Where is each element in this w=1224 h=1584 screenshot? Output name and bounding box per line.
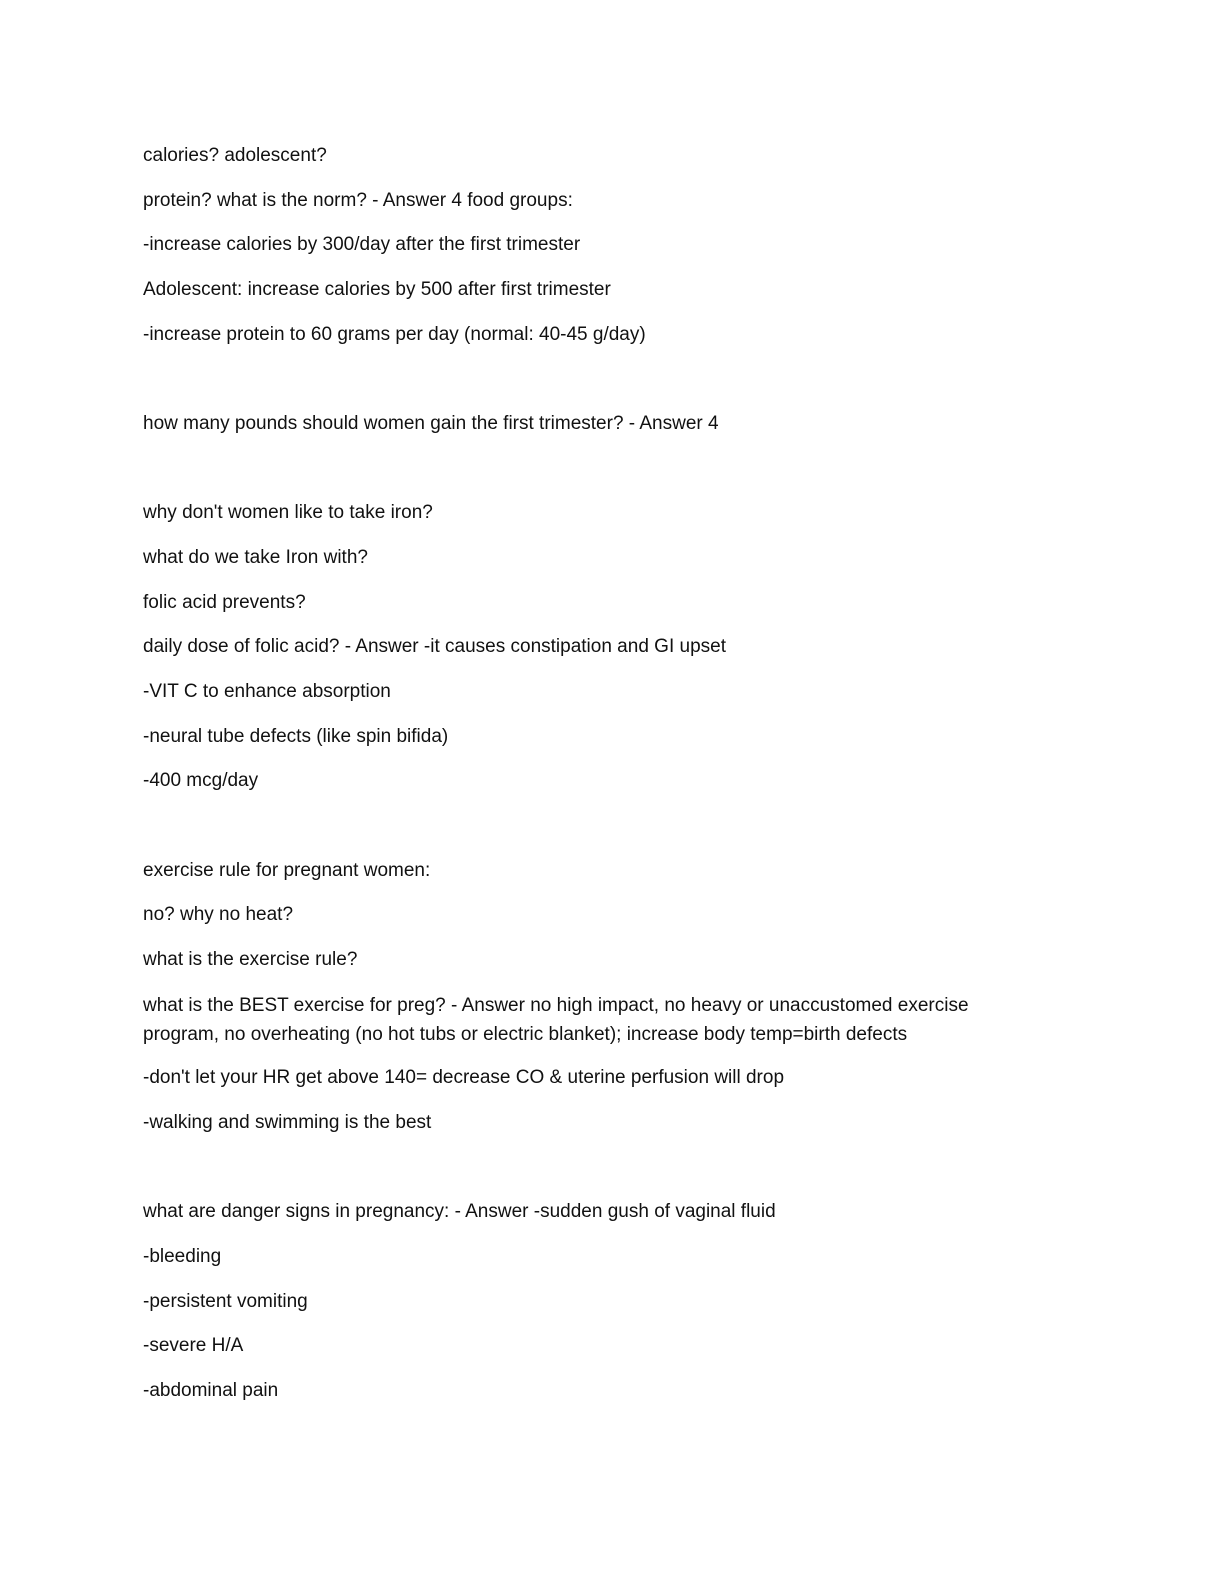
- text-line: what is the exercise rule?: [143, 949, 358, 971]
- text-line: why don't women like to take iron?: [143, 502, 433, 524]
- section-nutrition: [143, 142, 1043, 349]
- text-line: -severe H/A: [143, 1335, 244, 1357]
- section-iron-folic-acid: [143, 499, 1043, 795]
- text-line: -abdominal pain: [143, 1380, 279, 1401]
- section-gap: [143, 812, 1043, 857]
- text-line: -neural tube defects (like spin bifida): [143, 725, 449, 747]
- text-line: -don't let your HR get above 140= decrease CO & uterine perfusion will drop: [143, 1067, 785, 1089]
- text-line: exercise rule for pregnant women:: [143, 859, 431, 881]
- text-line: what do we take Iron with?: [143, 547, 368, 568]
- document-body: [143, 142, 1043, 1422]
- text-line: protein? what is the norm? - Answer 4 food groups:: [143, 189, 573, 211]
- section-gap: [143, 365, 1043, 410]
- section-danger-signs: [143, 1198, 1043, 1405]
- text-line: -VIT C to enhance absorption: [143, 681, 391, 703]
- section-gap: [143, 1154, 1043, 1199]
- text-line: calories? adolescent?: [143, 145, 327, 166]
- text-line: folic acid prevents?: [143, 591, 306, 613]
- text-line: -persistent vomiting: [143, 1290, 308, 1312]
- text-line: -walking and swimming is the best: [143, 1111, 432, 1133]
- text-line: daily dose of folic acid? - Answer -it causes constipation and GI upset: [143, 636, 726, 658]
- text-line: what are danger signs in pregnancy: - Answer -sudden gush of vaginal fluid: [143, 1201, 776, 1223]
- text-line: -bleeding: [143, 1245, 222, 1267]
- text-line: -increase protein to 60 grams per day (normal: 40-45 g/day): [143, 323, 646, 345]
- text-line: Adolescent: increase calories by 500 after first trimester: [143, 279, 611, 301]
- text-line: how many pounds should women gain the first trimester? - Answer 4: [143, 413, 719, 435]
- section-exercise: [143, 857, 1043, 1137]
- text-line: no? why no heat?: [143, 904, 294, 926]
- text-line: what is the BEST exercise for preg? - Answer no high impact, no heavy or unaccustomed exercise program, no overheating (no hot tubs or electric blanket); increase body temp=birth defects: [143, 994, 969, 1045]
- section-weight-gain: [143, 410, 1043, 438]
- text-line: -400 mcg/day: [143, 770, 259, 792]
- text-line: -increase calories by 300/day after the first trimester: [143, 234, 581, 256]
- section-gap: [143, 455, 1043, 500]
